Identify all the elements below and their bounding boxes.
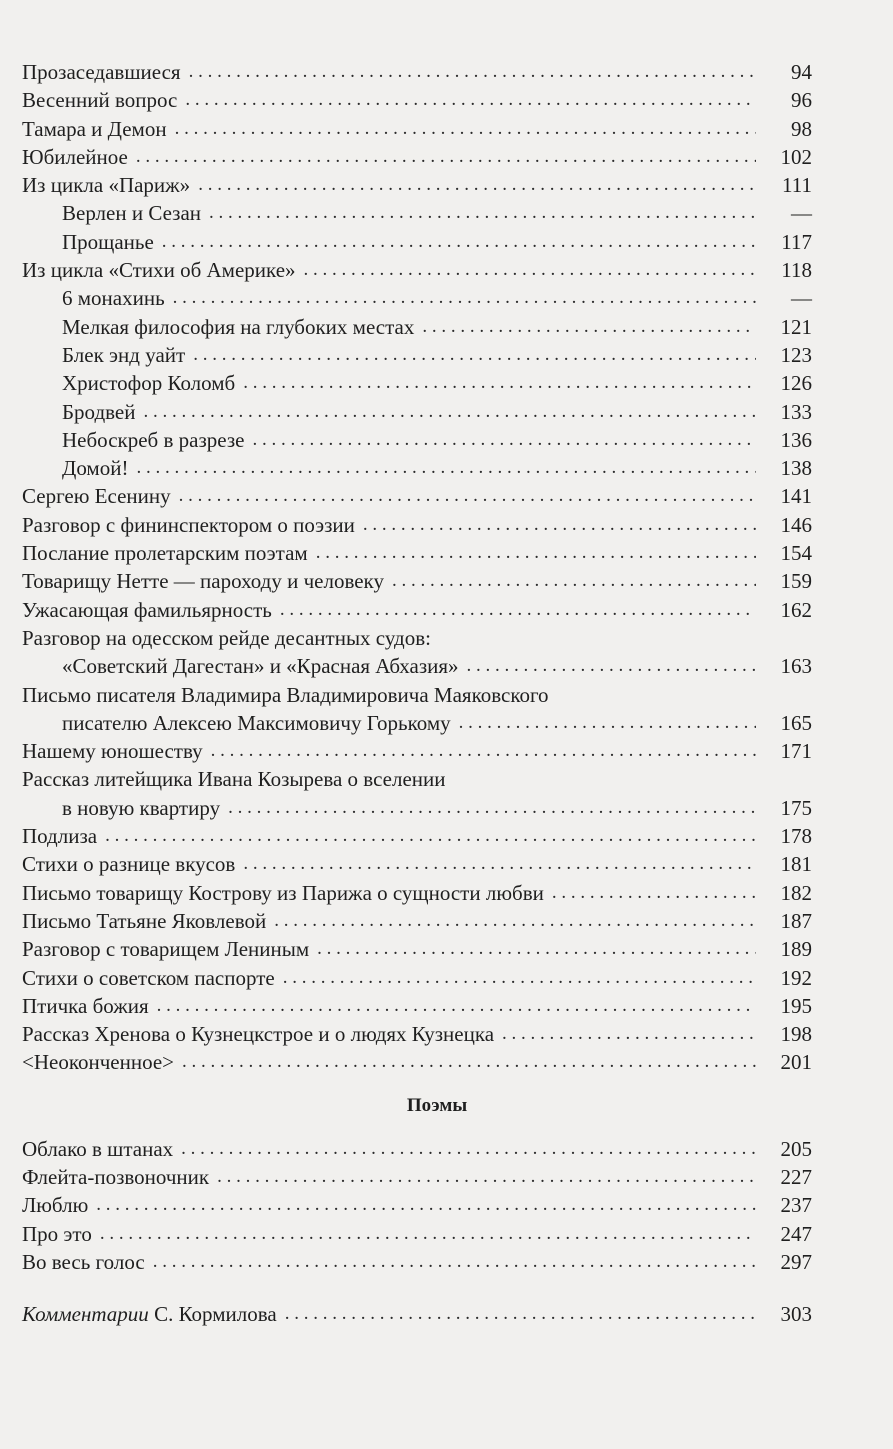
toc-page-number: 205 (780, 1136, 812, 1161)
toc-entry-line (22, 369, 812, 397)
toc-entry-title: Флейта-позвоночник (22, 1164, 210, 1189)
toc-entry-line (22, 143, 812, 171)
toc-page-number: 182 (780, 880, 812, 905)
toc-entry[interactable] (22, 992, 812, 1020)
toc-entry[interactable] (22, 1048, 812, 1076)
dot-leader (177, 86, 756, 114)
toc-entry-line (22, 341, 812, 369)
dot-leader (266, 907, 756, 935)
dot-leader (203, 737, 756, 765)
dot-leader (272, 596, 756, 624)
dot-leader (201, 199, 756, 227)
toc-entry-title: Юбилейное (22, 144, 128, 169)
toc-entry[interactable] (22, 596, 812, 624)
commentary-label: Комментарии (22, 1302, 149, 1327)
dot-leader (220, 794, 756, 822)
dot-leader (244, 426, 756, 454)
toc-page-number: 138 (780, 456, 812, 481)
dot-leader (88, 1191, 756, 1219)
toc-page-number: 297 (780, 1249, 812, 1274)
toc-entry[interactable] (22, 199, 812, 227)
toc-entry-line (22, 567, 812, 595)
toc-page-number: 189 (780, 937, 812, 962)
dot-leader (190, 171, 756, 199)
toc-entry-line (22, 58, 812, 86)
toc-entry-line (22, 1163, 812, 1191)
toc-entry-title: Из цикла «Париж» (22, 173, 191, 198)
dot-leader (128, 454, 756, 482)
toc-page-number: 94 (791, 60, 812, 84)
toc-page-number: 178 (780, 824, 812, 849)
toc-entry[interactable] (22, 1135, 812, 1163)
toc-entry-title: Послание пролетарским поэтам (22, 541, 308, 566)
toc-entry-title: Небоскреб в разрезе (62, 427, 245, 452)
toc-entry-title: Письмо Татьяне Яковлевой (22, 908, 267, 933)
toc-page-number: 162 (780, 597, 812, 622)
toc-entry-title: Домой! (62, 456, 129, 481)
toc-entry-title: Люблю (22, 1193, 89, 1218)
toc-page-number: 187 (780, 908, 812, 933)
dot-leader (136, 398, 757, 426)
toc-entry-title (22, 1300, 277, 1328)
dot-leader (451, 709, 756, 737)
toc-page-number: 118 (781, 258, 812, 283)
toc-page-number: 181 (780, 852, 812, 877)
dot-leader (149, 992, 756, 1020)
dot-leader (277, 1300, 756, 1328)
toc-entry[interactable] (22, 567, 812, 595)
toc-entry[interactable] (22, 1191, 812, 1219)
toc-entry-youth[interactable] (22, 737, 812, 765)
dot-leader (165, 284, 756, 312)
dot-leader (235, 369, 756, 397)
dot-leader (167, 115, 756, 143)
toc-entry-title: Письмо писателя Владимира Владимировича Маяковского (22, 682, 549, 707)
dot-leader (185, 341, 756, 369)
toc-page-number: 175 (780, 795, 812, 820)
toc-entry-title: Про это (22, 1221, 92, 1246)
toc-page-number: 201 (780, 1050, 812, 1075)
toc-entry[interactable] (22, 482, 812, 510)
toc-page-number: 303 (780, 1302, 812, 1327)
toc-entry[interactable] (22, 369, 812, 397)
toc-entry-line (22, 313, 812, 341)
toc-entry[interactable] (22, 86, 812, 114)
toc-entry[interactable] (22, 511, 812, 539)
toc-page-number: 154 (780, 541, 812, 566)
toc-entry-title-cont: писателю Алексею Максимовичу Горькому (62, 710, 451, 735)
toc-page-number: 126 (780, 371, 812, 396)
toc-entry-title-cont: «Советский Дагестан» и «Красная Абхазия» (62, 654, 459, 679)
toc-entry-line (22, 199, 812, 227)
toc-entry-title: Блек энд уайт (62, 342, 186, 367)
dot-leader (544, 879, 756, 907)
spacer (22, 1276, 812, 1300)
toc-entry-line (22, 737, 812, 765)
toc-page-number: 111 (782, 173, 812, 198)
toc-entry-line (22, 1220, 812, 1248)
toc-entry-line (22, 964, 812, 992)
toc-entry[interactable] (22, 850, 812, 878)
toc-entry[interactable] (22, 1248, 812, 1276)
toc-entry-title: Птичка божия (22, 993, 149, 1018)
toc-entry-line (22, 850, 812, 878)
toc-entry-kozyrev[interactable] (22, 765, 812, 822)
toc-page-number: 171 (780, 739, 812, 764)
dot-leader (309, 935, 756, 963)
toc-entry-line (22, 1300, 812, 1328)
dot-leader (92, 1220, 756, 1248)
toc-entry[interactable] (22, 822, 812, 850)
toc-entry-title: Разговор на одесском рейде десантных судов: (22, 625, 431, 650)
dot-leader (494, 1020, 756, 1048)
toc-page-number: 141 (780, 484, 812, 509)
toc-list-long-poems (22, 1135, 812, 1276)
toc-entry[interactable] (22, 1163, 812, 1191)
toc-entry-title: Стихи о разнице вкусов (22, 852, 236, 877)
dot-leader (174, 1048, 756, 1076)
toc-entry-line (22, 284, 812, 312)
toc-entry-line (22, 228, 812, 256)
toc-entry-title: Прощанье (62, 229, 154, 254)
toc-entry-line (22, 482, 812, 510)
toc-entry[interactable] (22, 454, 812, 482)
toc-entry[interactable] (22, 115, 812, 143)
dot-leader (209, 1163, 756, 1191)
dot-leader (97, 822, 756, 850)
toc-entry-line (22, 1191, 812, 1219)
toc-entry-title: Стихи о советском паспорте (22, 965, 275, 990)
toc-entry-line (22, 115, 812, 143)
commentary-author: С. Кормилова (154, 1302, 277, 1327)
toc-entry-line (22, 426, 812, 454)
toc-entry-line (22, 1135, 812, 1163)
toc-entry[interactable] (22, 426, 812, 454)
toc-entry-title: Товарищу Нетте — пароходу и человеку (22, 569, 384, 594)
toc-entry[interactable] (22, 256, 812, 284)
toc-page-number: 195 (780, 993, 812, 1018)
toc-entry-title: 6 монахинь (62, 286, 165, 311)
toc-page-number: 146 (780, 512, 812, 537)
toc-entry-title: Рассказ Хренова о Кузнецкстрое и о людях Кузнецка (22, 1022, 495, 1047)
toc-entry-commentary[interactable] (22, 1300, 812, 1328)
toc-entry-title: Подлиза (22, 824, 98, 849)
toc-entry-line (22, 171, 812, 199)
toc-entry-title: Разговор с фининспектором о поэзии (22, 512, 355, 537)
toc-entry[interactable] (22, 398, 812, 426)
toc-entry-line (22, 652, 812, 680)
toc-list-short-poems (22, 58, 812, 624)
toc-page-number: 192 (780, 965, 812, 990)
dot-leader (181, 58, 756, 86)
toc-entry-title: Ужасающая фамильярность (22, 597, 272, 622)
toc-entry-line (22, 822, 812, 850)
toc-entry-line (22, 992, 812, 1020)
toc-entry[interactable] (22, 879, 812, 907)
toc-entry[interactable] (22, 313, 812, 341)
toc-entry[interactable] (22, 341, 812, 369)
toc-entry-line (22, 935, 812, 963)
toc-entry-line (22, 765, 812, 793)
dot-leader (459, 652, 756, 680)
dot-leader (296, 256, 756, 284)
toc-page-number: 121 (780, 314, 812, 339)
toc-entry[interactable] (22, 1220, 812, 1248)
table-of-contents (22, 58, 812, 1328)
toc-entry-title: Нашему юношеству (22, 739, 203, 764)
toc-entry-line (22, 709, 812, 737)
toc-entry[interactable] (22, 964, 812, 992)
toc-entry-line (22, 454, 812, 482)
toc-page-number: 163 (780, 654, 812, 679)
toc-entry-odessa[interactable] (22, 624, 812, 681)
toc-entry-title: Письмо товарищу Кострову из Парижа о сущности любви (22, 880, 544, 905)
dot-leader (154, 228, 756, 256)
toc-entry-title: Весенний вопрос (22, 88, 178, 113)
toc-entry-line (22, 596, 812, 624)
toc-page-number: — (791, 286, 812, 311)
section-heading: Поэмы (406, 1094, 468, 1116)
toc-entry-line (22, 86, 812, 114)
dot-leader (384, 567, 756, 595)
toc-entry-line (22, 624, 812, 652)
toc-entry-title: Из цикла «Стихи об Америке» (22, 258, 296, 283)
toc-page-number: 102 (780, 144, 812, 169)
toc-entry-gorky[interactable] (22, 681, 812, 738)
toc-entry[interactable] (22, 1020, 812, 1048)
toc-page-number: 165 (780, 710, 812, 735)
toc-entry-title: Тамара и Демон (22, 116, 167, 141)
toc-entry[interactable] (22, 935, 812, 963)
toc-entry-line (22, 907, 812, 935)
toc-entry[interactable] (22, 143, 812, 171)
toc-entry[interactable] (22, 907, 812, 935)
toc-list-later-poems (22, 822, 812, 1077)
toc-entry-title: <Неоконченное> (22, 1050, 174, 1075)
dot-leader (171, 482, 756, 510)
toc-entry-title: Прозаседавшиеся (22, 60, 181, 84)
dot-leader (145, 1248, 756, 1276)
toc-entry-line (22, 879, 812, 907)
dot-leader (128, 143, 756, 171)
toc-entry[interactable] (22, 284, 812, 312)
toc-entry-line (22, 1020, 812, 1048)
toc-entry-line (22, 1048, 812, 1076)
dot-leader (355, 511, 756, 539)
dot-leader (275, 964, 756, 992)
toc-page-number: 247 (780, 1221, 812, 1246)
toc-page-number: 133 (780, 399, 812, 424)
toc-entry-title: Разговор с товарищем Лениным (22, 937, 310, 962)
toc-page-number: 98 (791, 116, 812, 141)
toc-entry-title: Во весь голос (22, 1249, 145, 1274)
toc-page-number: — (791, 201, 812, 226)
toc-entry-line (22, 511, 812, 539)
toc-entry-line (22, 1248, 812, 1276)
toc-page-number: 117 (781, 229, 812, 254)
toc-page-number: 123 (780, 342, 812, 367)
toc-page-number: 136 (780, 427, 812, 452)
toc-entry-line (22, 256, 812, 284)
toc-page-number: 237 (780, 1193, 812, 1218)
toc-entry-title: Христофор Коломб (62, 371, 236, 396)
toc-entry-line (22, 398, 812, 426)
dot-leader (173, 1135, 756, 1163)
toc-entry[interactable] (22, 539, 812, 567)
toc-entry-title: Рассказ литейщика Ивана Козырева о вселении (22, 767, 446, 792)
toc-page-number: 227 (780, 1164, 812, 1189)
toc-entry-title: Облако в штанах (22, 1136, 174, 1161)
toc-entry-title: Верлен и Сезан (62, 201, 202, 226)
toc-entry-title: Мелкая философия на глубоких местах (62, 314, 415, 339)
toc-page-number: 159 (780, 569, 812, 594)
toc-entry-title-cont: в новую квартиру (62, 795, 221, 820)
toc-entry-line (22, 539, 812, 567)
toc-entry-title: Сергею Есенину (22, 484, 171, 509)
toc-page-number: 96 (791, 88, 812, 113)
dot-leader (235, 850, 756, 878)
toc-entry-line (22, 681, 812, 709)
toc-entry-title: Бродвей (62, 399, 136, 424)
toc-entry[interactable] (22, 58, 812, 86)
toc-entry[interactable] (22, 171, 812, 199)
dot-leader (414, 313, 756, 341)
toc-entry-line (22, 794, 812, 822)
toc-entry[interactable] (22, 228, 812, 256)
dot-leader (308, 539, 756, 567)
toc-page-number: 198 (780, 1022, 812, 1047)
